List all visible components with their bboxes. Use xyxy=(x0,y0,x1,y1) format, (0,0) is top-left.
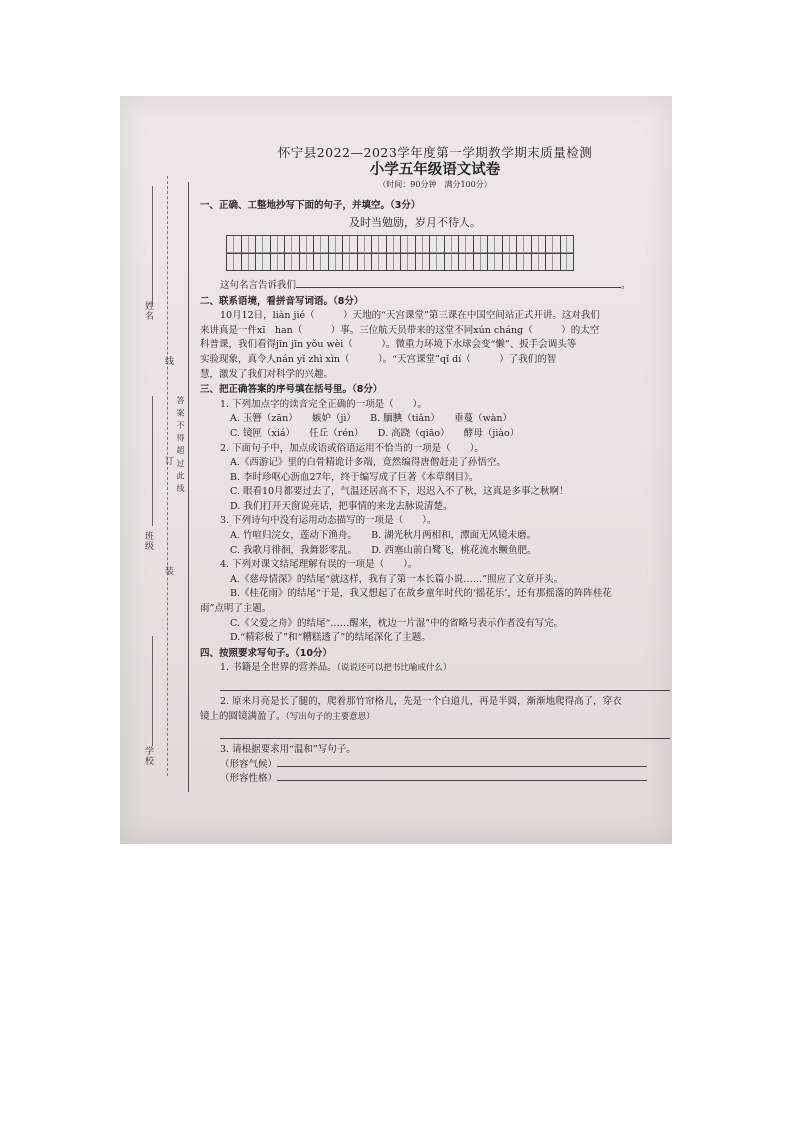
pinyin-line-2: 来讲真是一件xī han（ ）事。三位航天员带来的这堂不同xún cháng（ ）的太空 xyxy=(200,324,600,336)
question-2-option-b: B. 李时珍呕心沥血27年，终于编写成了巨著《本草纲目》。 xyxy=(230,471,479,483)
question-1-option-cd: C. 镜匣（xiá） 任丘（rén） D. 高跷（qiāo） 酵母（jiào） xyxy=(230,427,520,439)
fill-prompt: 这句名言告诉我们 xyxy=(220,279,297,291)
question-2-option-c: C. 眼看10月都要过去了，气温还居高不下，迟迟入不了秋，这真是多事之秋啊！ xyxy=(230,486,569,498)
pinyin-line-3: 科普课，我们看得jīn jīn yǒu wèi（ ）。微重力环境下水球会变“懒”、扳手会调头等 xyxy=(200,339,577,351)
grid-cell[interactable] xyxy=(357,235,372,271)
section-3-heading: 三、把正确答案的序号填在括号里。（8分） xyxy=(200,384,383,396)
write-q3: 3. 请根据要求用“温和”写句子。 xyxy=(220,744,356,756)
grid-cell[interactable] xyxy=(502,235,517,271)
exam-title: 怀宁县2022—2023学年度第一学期教学期末质量检测 xyxy=(277,145,593,160)
line-mark-1: 线 xyxy=(163,356,173,366)
question-4-option-b: B.《桂花雨》的结尾“于是，我又想起了在故乡童年时代的‘摇花乐’，还有那摇落的阵阵桂花 xyxy=(230,588,612,600)
write-q3a xyxy=(200,758,670,773)
grid-cell[interactable] xyxy=(371,235,386,271)
write-q3b xyxy=(200,772,670,787)
grid-cell[interactable] xyxy=(226,235,241,271)
write-q3a-line[interactable] xyxy=(277,766,647,767)
name-label: 姓名 xyxy=(143,301,153,321)
order-mark: 订 xyxy=(163,456,173,466)
grid-cell[interactable] xyxy=(458,235,473,271)
binding-border xyxy=(188,182,189,792)
question-2-option-d: D. 我们打开天窗说亮话，把事情的来龙去脉说清楚。 xyxy=(230,500,453,512)
end-mark: 。 xyxy=(621,279,631,291)
write-q1-text: 1. 书籍是全世界的营养品。 xyxy=(220,662,337,674)
scanned-exam-photo xyxy=(120,96,672,844)
question-3-option-ab: A. 竹喧归浣女，莲动下渔舟。 B. 湖光秋月两相和，潭面无风镜未磨。 xyxy=(230,530,537,542)
write-q2-text-b: 镜上的圆镜满盈了。 xyxy=(200,710,286,722)
grid-cell[interactable] xyxy=(284,235,299,271)
fill-line xyxy=(200,279,670,294)
writing-grid[interactable] xyxy=(226,235,670,271)
class-blank-line xyxy=(152,396,154,526)
exam-content xyxy=(200,146,670,787)
write-q3b-line[interactable] xyxy=(277,780,647,781)
exam-subtitle: 小学五年级语文试卷 xyxy=(369,161,501,178)
write-q3b-label: （形容性格） xyxy=(220,773,278,785)
cut-line xyxy=(167,176,169,776)
question-4-stem: 4. 下列对课文结尾理解有误的一项是（ ）。 xyxy=(220,559,418,571)
bind-mark: 装 xyxy=(163,566,173,576)
question-4-option-a: A.《慈母情深》的结尾“就这样，我有了第一本长篇小说……”照应了文章开头。 xyxy=(230,573,564,585)
grid-cell[interactable] xyxy=(487,235,502,271)
no-answer-warning: 答 案 不 得 超 过 此 线 xyxy=(176,396,185,493)
pinyin-line-1: 10月12日，liàn jié（ ）天地的“天宫课堂”第三课在中国空间站正式开讲。这对我们 xyxy=(220,310,600,322)
question-3-stem: 3. 下列诗句中没有运用动态描写的一项是（ ）。 xyxy=(220,515,437,527)
grid-cell[interactable] xyxy=(516,235,531,271)
grid-cell[interactable] xyxy=(313,235,328,271)
class-label: 班级 xyxy=(143,531,153,551)
grid-cell[interactable] xyxy=(299,235,314,271)
grid-cell[interactable] xyxy=(328,235,343,271)
school-blank-line xyxy=(152,636,154,746)
grid-cell[interactable] xyxy=(241,235,256,271)
grid-cell[interactable] xyxy=(444,235,459,271)
pinyin-line-5: 慧，激发了我们对科学的兴趣。 xyxy=(200,368,334,380)
write-q2-cont xyxy=(200,710,670,725)
fill-blank[interactable] xyxy=(296,287,621,288)
grid-cell[interactable] xyxy=(400,235,415,271)
question-2-option-a: A.《西游记》里的白骨精诡计多端，竟然编得唐僧赶走了孙悟空。 xyxy=(230,457,506,469)
question-4-option-d: D.“精彩极了”和“糟糕透了”的结尾深化了主题。 xyxy=(230,632,431,644)
grid-cell[interactable] xyxy=(473,235,488,271)
binding-strip xyxy=(120,96,192,844)
grid-cell[interactable] xyxy=(270,235,285,271)
exam-info: （时间：90分钟 满分100分） xyxy=(378,180,492,190)
section-2-heading: 二、联系语境，看拼音写词语。（8分） xyxy=(200,295,364,307)
write-q2-hint: （写出句子的主要意思） xyxy=(285,711,375,722)
question-2-stem: 2. 下面句子中，加点成语或俗语运用不恰当的一项是（ ）。 xyxy=(220,442,484,454)
grid-cell[interactable] xyxy=(342,235,357,271)
school-label: 学校 xyxy=(143,746,153,766)
grid-cell[interactable] xyxy=(386,235,401,271)
write-q3a-label: （形容气候） xyxy=(220,758,278,770)
question-1-stem: 1. 下列加点字的读音完全正确的一项是（ ）。 xyxy=(220,398,427,410)
write-q1-hint: （说说还可以把书比喻成什么） xyxy=(336,663,452,674)
question-4-option-c: C.《父爱之舟》的结尾“……醒来，枕边一片湿”中的省略号表示作者没有写完。 xyxy=(230,617,564,629)
grid-cell[interactable] xyxy=(415,235,430,271)
grid-cell[interactable] xyxy=(545,235,560,271)
write-q1-answer-line[interactable] xyxy=(220,678,670,691)
section-1-heading: 一、正确、工整地抄写下面的句子，并填空。（3分） xyxy=(200,199,421,211)
question-4-option-b-cont: 雨”点明了主题。 xyxy=(200,603,272,615)
grid-cell[interactable] xyxy=(255,235,270,271)
section-4-heading: 四、按照要求写句子。（10分） xyxy=(200,647,332,659)
grid-cell[interactable] xyxy=(531,235,546,271)
write-q2: 2. 原来月亮是长了腿的，爬着那竹帘格儿，先是一个白道儿，再是半圆，渐渐地爬得高了，穿衣 xyxy=(220,696,622,707)
write-q2-answer-line[interactable] xyxy=(220,726,670,739)
name-blank-line xyxy=(152,186,154,306)
question-1-option-ab: A. 玉簪（zān） 嫉妒（jì） B. 腼腆（tiǎn） 垂蔓（wàn） xyxy=(230,413,512,425)
write-q1 xyxy=(200,661,670,676)
copy-quote: 及时当勉励，岁月不待人。 xyxy=(349,216,481,230)
pinyin-line-4: 实验现象，真令人nán yǐ zhì xìn（ ）。“天宫课堂”qǐ dí（ ）了我们的智 xyxy=(200,353,557,365)
question-3-option-cd: C. 我歌月徘徊，我舞影零乱。 D. 西塞山前白鹭飞，桃花流水鳜鱼肥。 xyxy=(230,544,537,556)
grid-cell[interactable] xyxy=(560,235,575,271)
grid-cell[interactable] xyxy=(429,235,444,271)
